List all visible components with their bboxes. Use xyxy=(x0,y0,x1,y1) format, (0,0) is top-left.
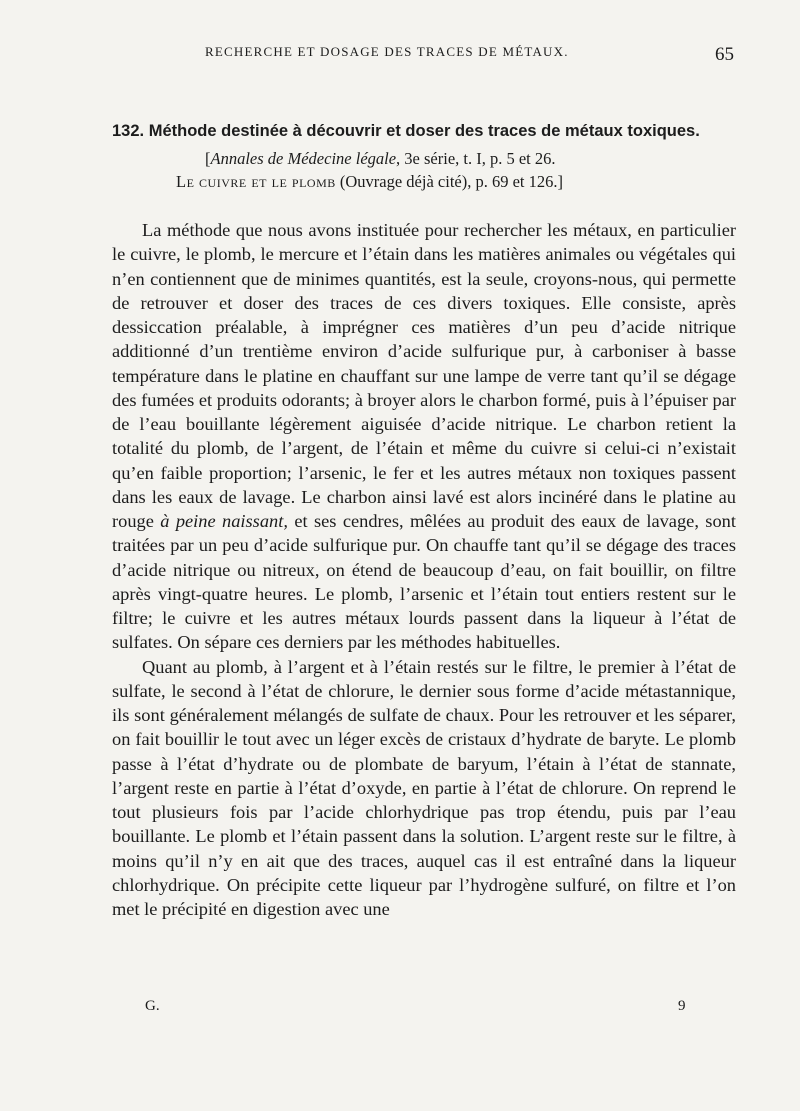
reference-line-1 xyxy=(205,149,556,169)
running-head: RECHERCHE ET DOSAGE DES TRACES DE MÉTAUX. xyxy=(205,44,569,59)
reference-line-2 xyxy=(176,172,563,192)
reference-pages: (Ouvrage déjà cité), p. 69 et 126.] xyxy=(335,172,563,191)
reference-work-title: Le cuivre et le plomb xyxy=(176,172,336,191)
reference-open-bracket: [ xyxy=(205,149,211,168)
sheet-number: 9 xyxy=(678,998,686,1014)
body-text xyxy=(112,218,736,921)
paragraph-2: Quant au plomb, à l’argent et à l’étain restés sur le filtre, le premier à l’état de sulfate, le second à l’état de chlorure, le dernier sous forme d’acide métastannique, ils sont généralement mélangés de sulfate de chaux. Pour les retrouver et les séparer, on fait bouillir le tout avec un léger excès de cristaux d’hydrate de baryte. Le plomb passe à l’état d’hydrate ou de plombate de baryum, l’étain à l’état de stannate, l’argent reste en partie à l’état d’oxyde, en partie à l’état de chlorure. On reprend le tout plusieurs fois par l’acide chlorhydrique pas trop étendu, puis par l’eau bouillante. Le plomb et l’étain passent dans la solution. L’argent reste sur le filtre, à moins qu’il n’y en ait que des traces, auquel cas il est entraîné dans la liqueur chlorhydrique. On précipite cette liqueur par l’hydrogène sulfuré, on filtre et l’on met le précipité en digestion avec une xyxy=(112,656,736,919)
page-number: 65 xyxy=(715,44,734,65)
paragraph-1-italic: à peine naissant, xyxy=(160,511,288,531)
section-heading: 132. Méthode destinée à découvrir et doser des traces de métaux toxiques. xyxy=(112,122,700,140)
signature-mark: G. xyxy=(145,998,160,1014)
paragraph-1-part-a: La méthode que nous avons instituée pour rechercher les métaux, en particulier le cuivre, le plomb, le mercure et l’étain dans les matières animales ou végétales qui n’en contiennent que de minimes quantités, est la seule, croyons-nous, qui permette de retrouver et doser des traces de ces divers toxiques. Elle consiste, après dessiccation préalable, à imprégner ces matières d’un peu d’acide nitrique additionné d’un trentième environ d’acide sulfurique pur, à carboniser à basse température dans le platine en chauffant sur une lampe de verre tant qu’il se dégage des fumées et produits odorants; à broyer alors le charbon formé, puis à l’épuiser par de l’eau bouillante légèrement aiguisée d’acide nitrique. Le charbon retient la totalité du plomb, de l’argent, de l’étain et même du cuivre si celui-ci n’existait qu’en faible proportion; l’arsenic, le fer et les autres métaux non toxiques passent dans les eaux de lavage. Le charbon ainsi lavé est alors incinéré dans le platine au rouge xyxy=(112,220,736,531)
paragraph-1 xyxy=(112,218,736,655)
reference-journal: Annales de Médecine légale xyxy=(210,149,397,168)
paragraph-1-part-b: et ses cendres, mêlées au produit des eaux de lavage, sont traitées par un peu d’acide sulfurique pur. On chauffe tant qu’il se dégage des traces d’acide nitrique ou nitreux, on étend de beaucoup d’eau, on fait bouillir, on filtre après vingt-quatre heures. Le plomb, l’arsenic et l’étain tout entiers restent sur le filtre; le cuivre et les autres métaux lourds passent dans la liqueur à l’état de sulfates. On sépare ces derniers par les méthodes habituelles. xyxy=(112,511,736,653)
reference-volume: , 3e série, t. I, p. 5 et 26. xyxy=(396,149,556,168)
